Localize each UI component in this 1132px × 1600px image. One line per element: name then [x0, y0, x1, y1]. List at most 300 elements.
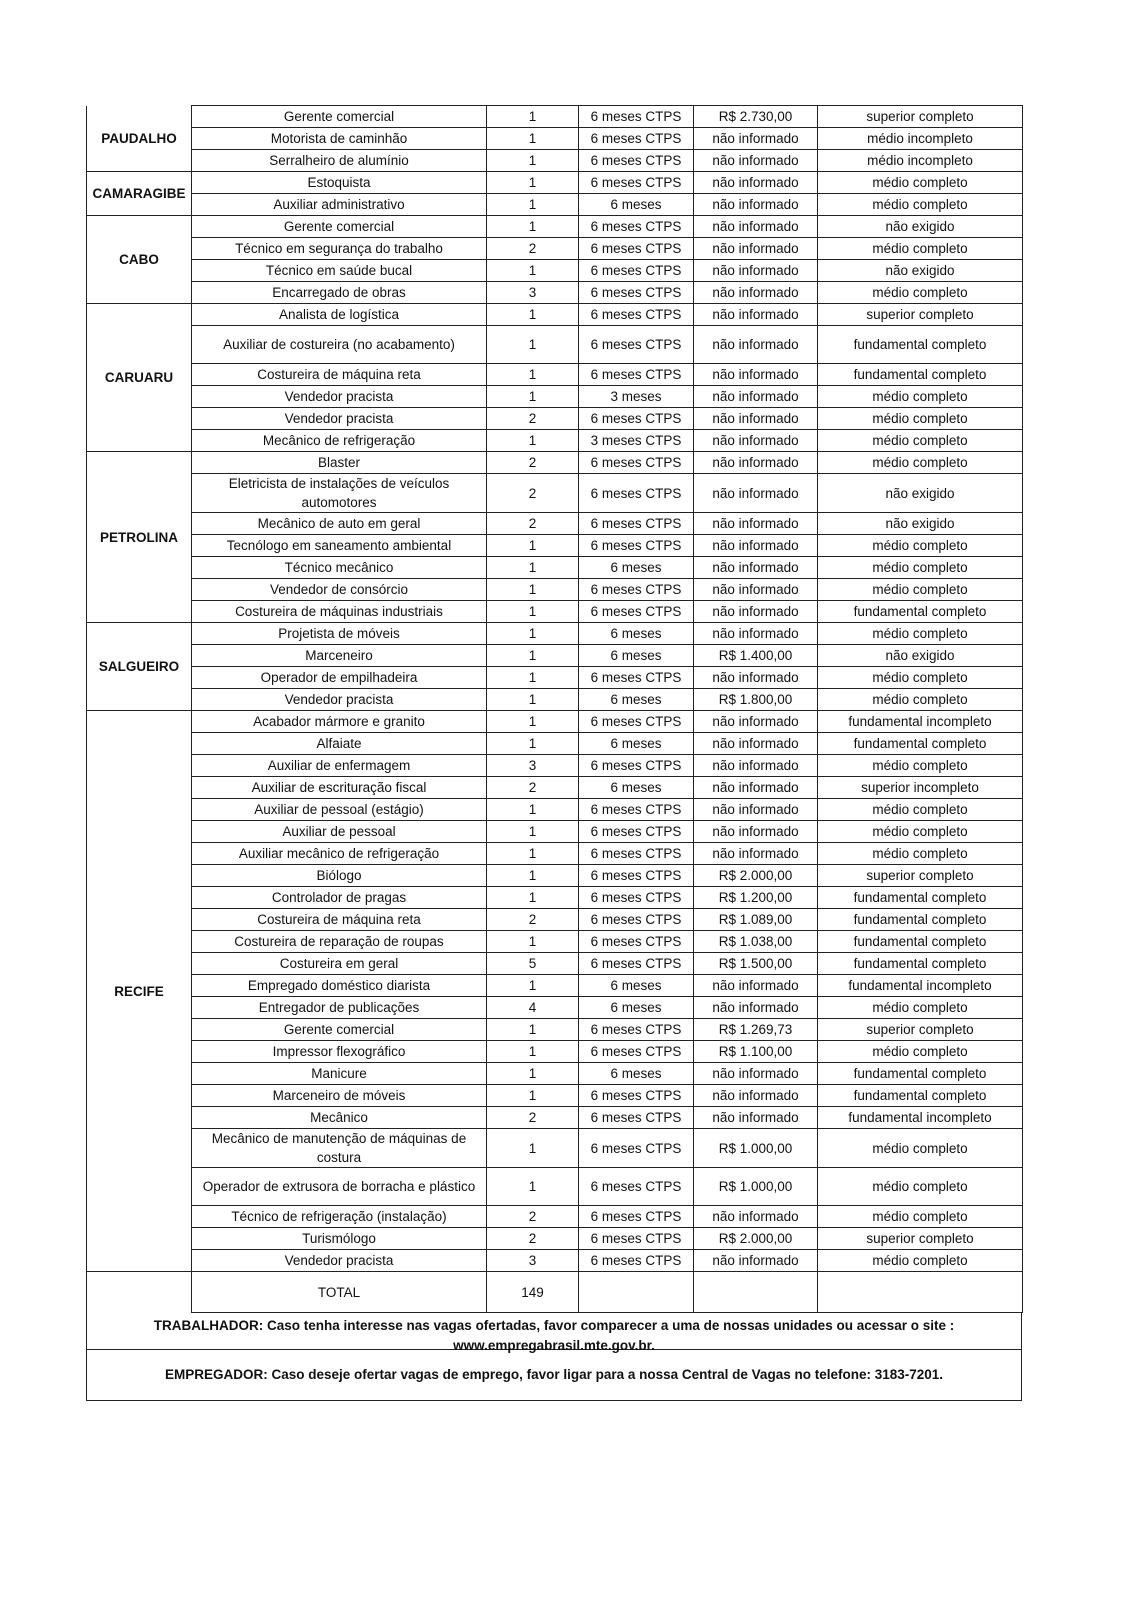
schooling-cell: médio completo	[818, 282, 1023, 304]
role-cell: Turismólogo	[192, 1228, 487, 1250]
role-cell: Costureira em geral	[192, 953, 487, 975]
table-row	[87, 1063, 1023, 1085]
contract-cell: 6 meses CTPS	[579, 1168, 694, 1206]
role-cell: Gerente comercial	[192, 1019, 487, 1041]
contract-cell: 6 meses CTPS	[579, 513, 694, 535]
qty-cell: 1	[487, 667, 579, 689]
role-cell: Auxiliar de costureira (no acabamento)	[192, 326, 487, 364]
contract-cell: 6 meses CTPS	[579, 799, 694, 821]
vacancies-table	[86, 105, 1023, 1313]
table-row	[87, 364, 1023, 386]
table-row	[87, 557, 1023, 579]
salary-cell: não informado	[694, 452, 818, 474]
schooling-cell: fundamental completo	[818, 953, 1023, 975]
contract-cell: 6 meses	[579, 557, 694, 579]
contract-cell: 6 meses CTPS	[579, 843, 694, 865]
contract-cell: 6 meses CTPS	[579, 1206, 694, 1228]
schooling-cell: fundamental completo	[818, 326, 1023, 364]
schooling-cell: superior completo	[818, 1019, 1023, 1041]
table-row	[87, 821, 1023, 843]
contract-cell: 6 meses CTPS	[579, 282, 694, 304]
salary-cell: não informado	[694, 843, 818, 865]
table-row	[87, 535, 1023, 557]
role-cell: Mecânico de manutenção de máquinas de costura	[192, 1129, 487, 1168]
schooling-cell: médio completo	[818, 821, 1023, 843]
salary-cell: R$ 1.269,73	[694, 1019, 818, 1041]
schooling-cell: fundamental incompleto	[818, 1107, 1023, 1129]
schooling-cell: médio completo	[818, 430, 1023, 452]
contract-cell: 6 meses CTPS	[579, 150, 694, 172]
qty-cell: 1	[487, 799, 579, 821]
schooling-cell: médio completo	[818, 623, 1023, 645]
schooling-cell: fundamental completo	[818, 733, 1023, 755]
schooling-cell: médio completo	[818, 557, 1023, 579]
table-row	[87, 579, 1023, 601]
role-cell: Costureira de reparação de roupas	[192, 931, 487, 953]
schooling-cell: médio completo	[818, 579, 1023, 601]
schooling-cell: médio completo	[818, 194, 1023, 216]
table-row	[87, 408, 1023, 430]
schooling-cell: superior completo	[818, 304, 1023, 326]
qty-cell: 2	[487, 909, 579, 931]
role-cell: Gerente comercial	[192, 106, 487, 128]
contract-cell: 6 meses	[579, 194, 694, 216]
contract-cell: 6 meses CTPS	[579, 667, 694, 689]
qty-cell: 1	[487, 1085, 579, 1107]
schooling-cell: médio completo	[818, 667, 1023, 689]
table-row	[87, 1041, 1023, 1063]
qty-cell: 1	[487, 623, 579, 645]
salary-cell: não informado	[694, 430, 818, 452]
qty-cell: 1	[487, 733, 579, 755]
table-row	[87, 172, 1023, 194]
salary-cell: não informado	[694, 474, 818, 513]
table-row	[87, 799, 1023, 821]
contract-cell: 6 meses CTPS	[579, 128, 694, 150]
role-cell: Auxiliar mecânico de refrigeração	[192, 843, 487, 865]
table-row	[87, 601, 1023, 623]
total-empty-cell	[694, 1272, 818, 1313]
role-cell: Costureira de máquina reta	[192, 364, 487, 386]
table-row	[87, 777, 1023, 799]
role-cell: Auxiliar administrativo	[192, 194, 487, 216]
contract-cell: 3 meses	[579, 386, 694, 408]
contract-cell: 6 meses CTPS	[579, 326, 694, 364]
qty-cell: 1	[487, 364, 579, 386]
schooling-cell: fundamental incompleto	[818, 711, 1023, 733]
role-cell: Projetista de móveis	[192, 623, 487, 645]
contract-cell: 6 meses	[579, 645, 694, 667]
table-row	[87, 128, 1023, 150]
table-row	[87, 474, 1023, 513]
role-cell: Mecânico de refrigeração	[192, 430, 487, 452]
table-row	[87, 887, 1023, 909]
salary-cell: não informado	[694, 1206, 818, 1228]
schooling-cell: fundamental completo	[818, 364, 1023, 386]
schooling-cell: superior completo	[818, 1228, 1023, 1250]
salary-cell: não informado	[694, 408, 818, 430]
qty-cell: 1	[487, 1129, 579, 1168]
table-row	[87, 711, 1023, 733]
qty-cell: 1	[487, 975, 579, 997]
schooling-cell: não exigido	[818, 474, 1023, 513]
city-cell: CAMARAGIBE	[87, 172, 192, 216]
qty-cell: 1	[487, 150, 579, 172]
qty-cell: 1	[487, 711, 579, 733]
salary-cell: não informado	[694, 755, 818, 777]
salary-cell: não informado	[694, 326, 818, 364]
schooling-cell: fundamental completo	[818, 1085, 1023, 1107]
table-row	[87, 1206, 1023, 1228]
qty-cell: 3	[487, 282, 579, 304]
schooling-cell: médio completo	[818, 755, 1023, 777]
role-cell: Estoquista	[192, 172, 487, 194]
qty-cell: 4	[487, 997, 579, 1019]
table-row	[87, 733, 1023, 755]
salary-cell: R$ 1.089,00	[694, 909, 818, 931]
table-row	[87, 452, 1023, 474]
role-cell: Auxiliar de pessoal	[192, 821, 487, 843]
role-cell: Operador de extrusora de borracha e plástico	[192, 1168, 487, 1206]
qty-cell: 1	[487, 326, 579, 364]
contract-cell: 6 meses	[579, 1063, 694, 1085]
role-cell: Manicure	[192, 1063, 487, 1085]
contract-cell: 6 meses CTPS	[579, 364, 694, 386]
salary-cell: não informado	[694, 238, 818, 260]
salary-cell: não informado	[694, 799, 818, 821]
contract-cell: 6 meses CTPS	[579, 172, 694, 194]
role-cell: Auxiliar de enfermagem	[192, 755, 487, 777]
role-cell: Auxiliar de escrituração fiscal	[192, 777, 487, 799]
table-row	[87, 997, 1023, 1019]
schooling-cell: médio completo	[818, 997, 1023, 1019]
salary-cell: não informado	[694, 260, 818, 282]
table-row	[87, 667, 1023, 689]
role-cell: Costureira de máquinas industriais	[192, 601, 487, 623]
city-cell: PETROLINA	[87, 452, 192, 623]
table-row	[87, 260, 1023, 282]
schooling-cell: médio completo	[818, 238, 1023, 260]
qty-cell: 1	[487, 1168, 579, 1206]
total-empty-cell	[579, 1272, 694, 1313]
role-cell: Vendedor pracista	[192, 689, 487, 711]
role-cell: Eletricista de instalações de veículos automotores	[192, 474, 487, 513]
qty-cell: 2	[487, 474, 579, 513]
qty-cell: 1	[487, 430, 579, 452]
qty-cell: 2	[487, 1206, 579, 1228]
salary-cell: não informado	[694, 1063, 818, 1085]
qty-cell: 2	[487, 777, 579, 799]
role-cell: Marceneiro de móveis	[192, 1085, 487, 1107]
salary-cell: R$ 1.500,00	[694, 953, 818, 975]
salary-cell: não informado	[694, 1085, 818, 1107]
role-cell: Marceneiro	[192, 645, 487, 667]
qty-cell: 2	[487, 452, 579, 474]
schooling-cell: médio completo	[818, 1168, 1023, 1206]
role-cell: Técnico em saúde bucal	[192, 260, 487, 282]
role-cell: Encarregado de obras	[192, 282, 487, 304]
table-row	[87, 216, 1023, 238]
salary-cell: não informado	[694, 601, 818, 623]
table-row	[87, 1228, 1023, 1250]
qty-cell: 1	[487, 1063, 579, 1085]
qty-cell: 1	[487, 172, 579, 194]
contract-cell: 6 meses CTPS	[579, 238, 694, 260]
salary-cell: R$ 2.000,00	[694, 1228, 818, 1250]
table-row	[87, 304, 1023, 326]
contract-cell: 6 meses CTPS	[579, 1107, 694, 1129]
qty-cell: 2	[487, 238, 579, 260]
qty-cell: 1	[487, 821, 579, 843]
contract-cell: 6 meses CTPS	[579, 1228, 694, 1250]
role-cell: Vendedor de consórcio	[192, 579, 487, 601]
qty-cell: 1	[487, 865, 579, 887]
schooling-cell: médio completo	[818, 452, 1023, 474]
qty-cell: 2	[487, 1107, 579, 1129]
schooling-cell: médio completo	[818, 535, 1023, 557]
salary-cell: não informado	[694, 579, 818, 601]
table-row	[87, 1019, 1023, 1041]
contract-cell: 6 meses CTPS	[579, 887, 694, 909]
qty-cell: 1	[487, 535, 579, 557]
salary-cell: R$ 1.038,00	[694, 931, 818, 953]
salary-cell: não informado	[694, 194, 818, 216]
table-row	[87, 975, 1023, 997]
qty-cell: 1	[487, 931, 579, 953]
role-cell: Entregador de publicações	[192, 997, 487, 1019]
table-row	[87, 1085, 1023, 1107]
role-cell: Técnico mecânico	[192, 557, 487, 579]
contract-cell: 6 meses CTPS	[579, 260, 694, 282]
contract-cell: 6 meses CTPS	[579, 106, 694, 128]
contract-cell: 6 meses	[579, 997, 694, 1019]
total-value: 149	[487, 1272, 579, 1313]
table-row	[87, 194, 1023, 216]
salary-cell: não informado	[694, 128, 818, 150]
contract-cell: 6 meses	[579, 777, 694, 799]
salary-cell: não informado	[694, 304, 818, 326]
job-vacancies-sheet	[86, 105, 1022, 1401]
table-row	[87, 931, 1023, 953]
table-row	[87, 865, 1023, 887]
role-cell: Gerente comercial	[192, 216, 487, 238]
table-row	[87, 909, 1023, 931]
role-cell: Técnico em segurança do trabalho	[192, 238, 487, 260]
table-row	[87, 238, 1023, 260]
contract-cell: 6 meses	[579, 975, 694, 997]
contract-cell: 6 meses	[579, 623, 694, 645]
contract-cell: 6 meses	[579, 689, 694, 711]
salary-cell: R$ 1.400,00	[694, 645, 818, 667]
schooling-cell: superior completo	[818, 865, 1023, 887]
contract-cell: 6 meses CTPS	[579, 821, 694, 843]
table-row	[87, 1250, 1023, 1272]
role-cell: Empregado doméstico diarista	[192, 975, 487, 997]
total-empty-cell	[818, 1272, 1023, 1313]
table-row	[87, 953, 1023, 975]
schooling-cell: fundamental completo	[818, 1063, 1023, 1085]
contract-cell: 6 meses CTPS	[579, 909, 694, 931]
salary-cell: não informado	[694, 557, 818, 579]
salary-cell: não informado	[694, 997, 818, 1019]
contract-cell: 6 meses CTPS	[579, 1085, 694, 1107]
schooling-cell: superior incompleto	[818, 777, 1023, 799]
qty-cell: 3	[487, 1250, 579, 1272]
role-cell: Vendedor pracista	[192, 408, 487, 430]
role-cell: Operador de empilhadeira	[192, 667, 487, 689]
contract-cell: 6 meses CTPS	[579, 711, 694, 733]
role-cell: Serralheiro de alumínio	[192, 150, 487, 172]
salary-cell: não informado	[694, 282, 818, 304]
qty-cell: 1	[487, 304, 579, 326]
vacancies-table-body	[87, 106, 1023, 1313]
contract-cell: 6 meses CTPS	[579, 865, 694, 887]
role-cell: Auxiliar de pessoal (estágio)	[192, 799, 487, 821]
schooling-cell: fundamental incompleto	[818, 975, 1023, 997]
role-cell: Impressor flexográfico	[192, 1041, 487, 1063]
schooling-cell: médio completo	[818, 1041, 1023, 1063]
role-cell: Mecânico	[192, 1107, 487, 1129]
table-row	[87, 843, 1023, 865]
table-row	[87, 1107, 1023, 1129]
schooling-cell: fundamental completo	[818, 887, 1023, 909]
total-row	[87, 1272, 1023, 1313]
table-row	[87, 689, 1023, 711]
city-cell: RECIFE	[87, 711, 192, 1272]
city-cell: PAUDALHO	[87, 106, 192, 172]
schooling-cell: médio completo	[818, 386, 1023, 408]
table-row	[87, 430, 1023, 452]
schooling-cell: médio completo	[818, 1129, 1023, 1168]
contract-cell: 6 meses CTPS	[579, 452, 694, 474]
contract-cell: 3 meses CTPS	[579, 430, 694, 452]
schooling-cell: não exigido	[818, 513, 1023, 535]
salary-cell: não informado	[694, 733, 818, 755]
table-row	[87, 386, 1023, 408]
qty-cell: 1	[487, 645, 579, 667]
qty-cell: 5	[487, 953, 579, 975]
role-cell: Blaster	[192, 452, 487, 474]
contract-cell: 6 meses	[579, 733, 694, 755]
schooling-cell: médio completo	[818, 843, 1023, 865]
salary-cell: R$ 1.000,00	[694, 1168, 818, 1206]
salary-cell: não informado	[694, 172, 818, 194]
table-row	[87, 106, 1023, 128]
qty-cell: 1	[487, 128, 579, 150]
role-cell: Motorista de caminhão	[192, 128, 487, 150]
salary-cell: não informado	[694, 711, 818, 733]
schooling-cell: médio completo	[818, 799, 1023, 821]
qty-cell: 1	[487, 689, 579, 711]
schooling-cell: médio completo	[818, 689, 1023, 711]
contract-cell: 6 meses CTPS	[579, 408, 694, 430]
total-label: TOTAL	[192, 1272, 487, 1313]
qty-cell: 1	[487, 843, 579, 865]
salary-cell: R$ 2.000,00	[694, 865, 818, 887]
role-cell: Biólogo	[192, 865, 487, 887]
contract-cell: 6 meses CTPS	[579, 216, 694, 238]
contract-cell: 6 meses CTPS	[579, 1250, 694, 1272]
qty-cell: 1	[487, 557, 579, 579]
city-cell: SALGUEIRO	[87, 623, 192, 711]
contract-cell: 6 meses CTPS	[579, 1019, 694, 1041]
role-cell: Técnico de refrigeração (instalação)	[192, 1206, 487, 1228]
salary-cell: não informado	[694, 150, 818, 172]
qty-cell: 1	[487, 1041, 579, 1063]
role-cell: Vendedor pracista	[192, 386, 487, 408]
table-row	[87, 1129, 1023, 1168]
employer-notice: EMPREGADOR: Caso deseje ofertar vagas de emprego, favor ligar para a nossa Central de Vagas no telefone: 3183-7201.	[86, 1350, 1022, 1401]
schooling-cell: superior completo	[818, 106, 1023, 128]
role-cell: Controlador de pragas	[192, 887, 487, 909]
qty-cell: 2	[487, 513, 579, 535]
schooling-cell: médio completo	[818, 172, 1023, 194]
salary-cell: R$ 1.200,00	[694, 887, 818, 909]
schooling-cell: fundamental completo	[818, 931, 1023, 953]
schooling-cell: médio completo	[818, 1206, 1023, 1228]
table-row	[87, 645, 1023, 667]
qty-cell: 1	[487, 106, 579, 128]
schooling-cell: médio completo	[818, 408, 1023, 430]
contract-cell: 6 meses CTPS	[579, 601, 694, 623]
schooling-cell: não exigido	[818, 260, 1023, 282]
qty-cell: 1	[487, 216, 579, 238]
role-cell: Acabador mármore e granito	[192, 711, 487, 733]
qty-cell: 1	[487, 579, 579, 601]
schooling-cell: não exigido	[818, 645, 1023, 667]
city-cell: CABO	[87, 216, 192, 304]
qty-cell: 1	[487, 260, 579, 282]
table-row	[87, 150, 1023, 172]
schooling-cell: médio incompleto	[818, 128, 1023, 150]
qty-cell: 2	[487, 408, 579, 430]
salary-cell: R$ 1.000,00	[694, 1129, 818, 1168]
salary-cell: não informado	[694, 364, 818, 386]
salary-cell: não informado	[694, 667, 818, 689]
salary-cell: não informado	[694, 777, 818, 799]
contract-cell: 6 meses CTPS	[579, 1129, 694, 1168]
salary-cell: R$ 1.100,00	[694, 1041, 818, 1063]
salary-cell: não informado	[694, 535, 818, 557]
qty-cell: 3	[487, 755, 579, 777]
table-row	[87, 326, 1023, 364]
table-row	[87, 282, 1023, 304]
salary-cell: não informado	[694, 216, 818, 238]
salary-cell: R$ 1.800,00	[694, 689, 818, 711]
salary-cell: não informado	[694, 623, 818, 645]
table-row	[87, 755, 1023, 777]
schooling-cell: médio incompleto	[818, 150, 1023, 172]
contract-cell: 6 meses CTPS	[579, 931, 694, 953]
qty-cell: 2	[487, 1228, 579, 1250]
qty-cell: 1	[487, 601, 579, 623]
salary-cell: não informado	[694, 513, 818, 535]
city-cell: CARUARU	[87, 304, 192, 452]
worker-notice: TRABALHADOR: Caso tenha interesse nas vagas ofertadas, favor comparecer a uma de nossas unidades ou acessar o site : www.empregabrasil.mte.gov.br.	[86, 1313, 1022, 1350]
role-cell: Alfaiate	[192, 733, 487, 755]
salary-cell: R$ 2.730,00	[694, 106, 818, 128]
schooling-cell: médio completo	[818, 1250, 1023, 1272]
contract-cell: 6 meses CTPS	[579, 953, 694, 975]
contract-cell: 6 meses CTPS	[579, 755, 694, 777]
qty-cell: 1	[487, 194, 579, 216]
role-cell: Mecânico de auto em geral	[192, 513, 487, 535]
qty-cell: 1	[487, 1019, 579, 1041]
contract-cell: 6 meses CTPS	[579, 474, 694, 513]
table-row	[87, 1168, 1023, 1206]
schooling-cell: não exigido	[818, 216, 1023, 238]
table-row	[87, 623, 1023, 645]
